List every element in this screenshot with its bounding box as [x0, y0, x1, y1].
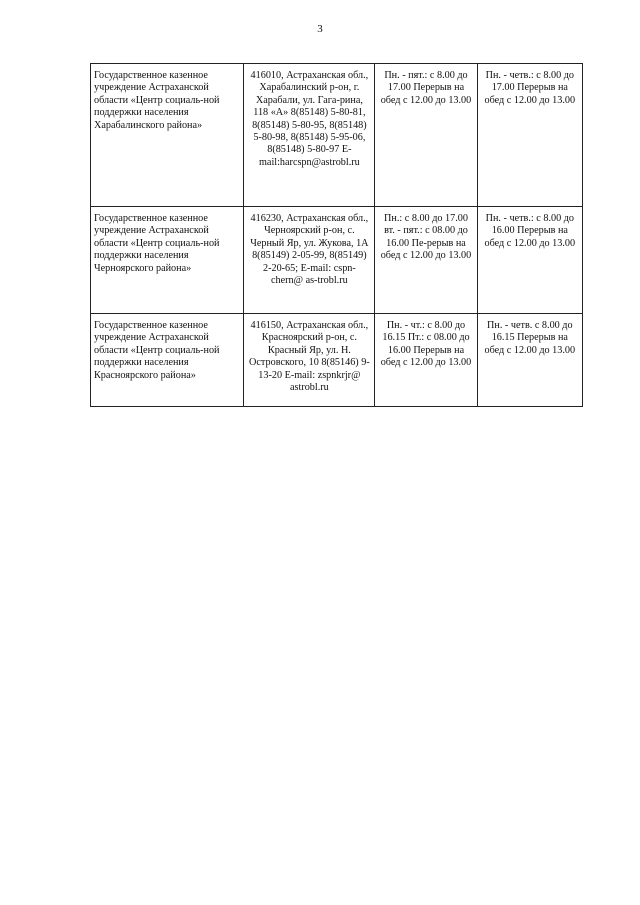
- page-number: 3: [317, 23, 323, 35]
- table-row: [91, 64, 583, 207]
- table-row: [91, 314, 583, 407]
- organization-cell: Государственное казенное учреждение Астраханской области «Центр социаль-ной поддержки населения Черноярского района»: [91, 207, 244, 314]
- working-hours-cell: Пн.: с 8.00 до 17.00 вт. - пят.: с 08.00 до 16.00 Пе-рерыв на обед с 12.00 до 13.00: [375, 207, 477, 314]
- address-cell: 416230, Астраханская обл., Черноярский р-он, с. Черный Яр, ул. Жукова, 1А 8(85149) 2-05-99, 8(85149) 2-20-65; E-mail: cspn-chern@ as-trobl.ru: [244, 207, 375, 314]
- working-hours-cell: Пн. - пят.: с 8.00 до 17.00 Перерыв на обед с 12.00 до 13.00: [375, 64, 477, 207]
- table-row: [91, 207, 583, 314]
- working-hours-cell: Пн. - чт.: с 8.00 до 16.15 Пт.: с 08.00 до 16.00 Перерыв на обед с 12.00 до 13.00: [375, 314, 477, 407]
- reception-hours-cell: Пн. - четв.: с 8.00 до 17.00 Перерыв на обед с 12.00 до 13.00: [477, 64, 582, 207]
- organization-cell: Государственное казенное учреждение Астраханской области «Центр социаль-ной поддержки населения Красноярского района»: [91, 314, 244, 407]
- contacts-table: [90, 63, 583, 407]
- address-cell: 416150, Астраханская обл., Красноярский р-он, с. Красный Яр, ул. Н. Островского, 10 8(85146) 9-13-20 E-mail: zspnkrjr@ astrobl.ru: [244, 314, 375, 407]
- address-cell: 416010, Астраханская обл., Харабалинский р-он, г. Харабали, ул. Гага-рина, 118 «А» 8(85148) 5-80-81, 8(85148) 5-80-95, 8(85148) 5-80-98, 8(85148) 5-95-06, 8(85148) 5-80-97 E-mail:harcspn@astrobl.ru: [244, 64, 375, 207]
- reception-hours-cell: Пн. - четв. с 8.00 до 16.15 Перерыв на обед с 12.00 до 13.00: [477, 314, 582, 407]
- organization-cell: Государственное казенное учреждение Астраханской области «Центр социаль-ной поддержки населения Харабалинского района»: [91, 64, 244, 207]
- reception-hours-cell: Пн. - четв.: с 8.00 до 16.00 Перерыв на обед с 12.00 до 13.00: [477, 207, 582, 314]
